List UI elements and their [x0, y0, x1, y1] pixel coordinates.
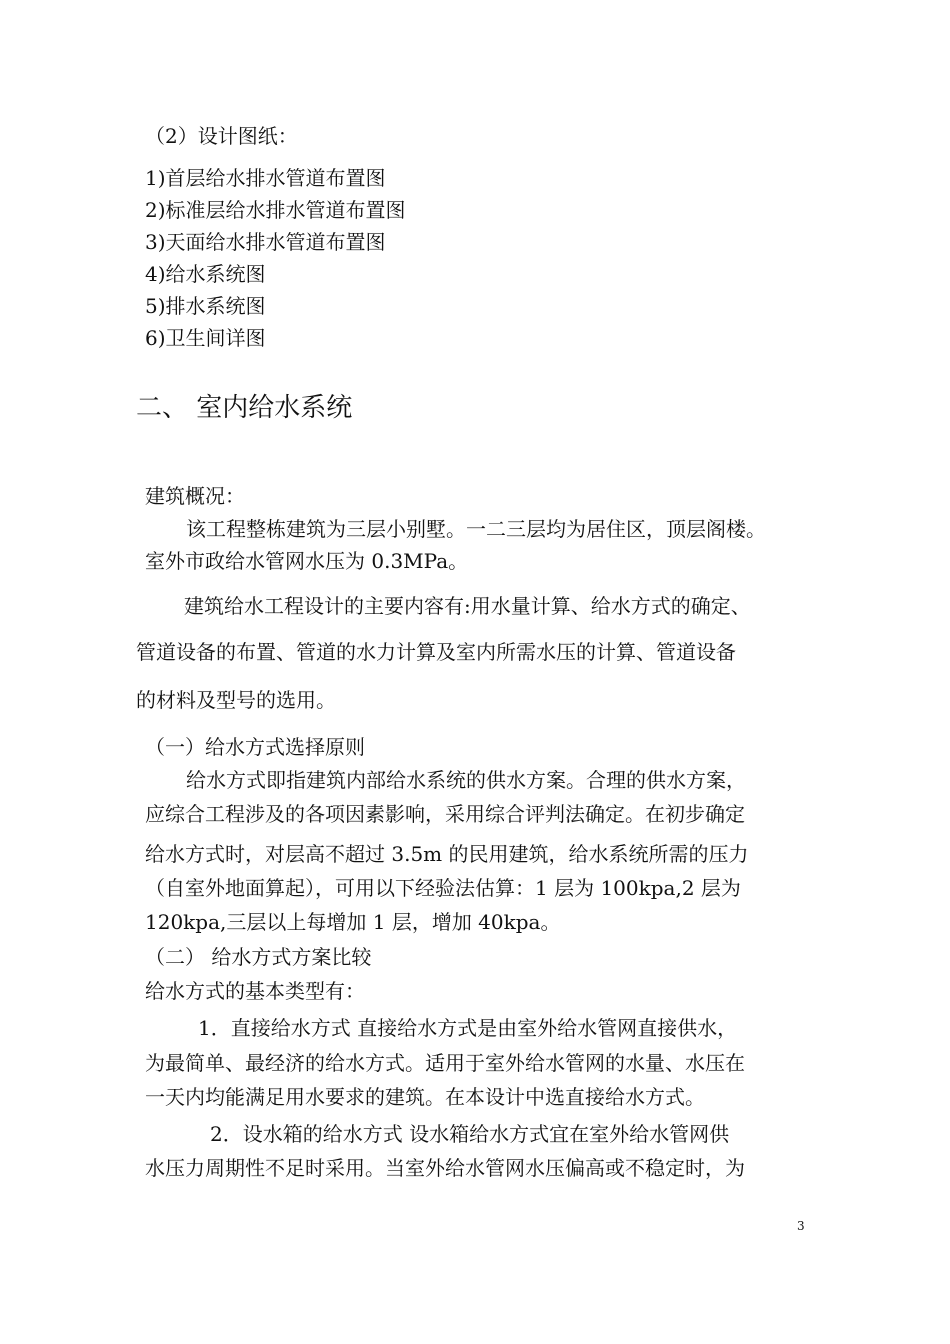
- item1-line-3: 一天内均能满足用水要求的建筑。在本设计中选直接给水方式。: [145, 1085, 705, 1109]
- principles-line-4: （自室外地面算起），可用以下经验法估算：1 层为 100kpa,2 层为: [145, 876, 741, 900]
- overview-label: 建筑概况：: [145, 484, 245, 508]
- drawing-item-5: 5)排水系统图: [145, 294, 266, 318]
- overview-line-1: 该工程整栋建筑为三层小别墅。一二三层均为居住区，顶层阁楼。: [186, 517, 766, 541]
- item1-line-1: 1．直接给水方式 直接给水方式是由室外给水管网直接供水，: [198, 1016, 738, 1040]
- principles-line-1: 给水方式即指建筑内部给水系统的供水方案。合理的供水方案，: [186, 768, 746, 792]
- overview-line-2: 室外市政给水管网水压为 0.3MPa。: [145, 549, 469, 573]
- comparison-intro: 给水方式的基本类型有：: [145, 979, 365, 1003]
- content-line-2: 管道设备的布置、管道的水力计算及室内所需水压的计算、管道设备: [136, 640, 736, 664]
- principles-heading: （一）给水方式选择原则: [145, 735, 365, 759]
- drawing-item-6: 6)卫生间详图: [145, 326, 266, 350]
- design-drawings-heading: （2）设计图纸：: [145, 124, 298, 148]
- item1-line-2: 为最简单、最经济的给水方式。适用于室外给水管网的水量、水压在: [145, 1051, 745, 1075]
- section-heading: 二、 室内给水系统: [136, 393, 353, 423]
- comparison-heading: （二） 给水方式方案比较: [145, 945, 372, 969]
- item2-line-1: 2．设水箱的给水方式 设水箱给水方式宜在室外给水管网供: [210, 1122, 730, 1146]
- content-line-1: 建筑给水工程设计的主要内容有:用水量计算、给水方式的确定、: [184, 594, 751, 618]
- principles-line-3: 给水方式时，对层高不超过 3.5m 的民用建筑，给水系统所需的压力: [145, 842, 749, 866]
- content-line-3: 的材料及型号的选用。: [136, 688, 336, 712]
- item2-line-2: 水压力周期性不足时采用。当室外给水管网水压偏高或不稳定时，为: [145, 1156, 745, 1180]
- drawing-item-3: 3)天面给水排水管道布置图: [145, 230, 386, 254]
- principles-line-5: 120kpa,三层以上每增加 1 层，增加 40kpa。: [145, 910, 561, 934]
- drawing-item-4: 4)给水系统图: [145, 262, 266, 286]
- drawing-item-1: 1)首层给水排水管道布置图: [145, 166, 386, 190]
- drawing-item-2: 2)标准层给水排水管道布置图: [145, 198, 406, 222]
- principles-line-2: 应综合工程涉及的各项因素影响，采用综合评判法确定。在初步确定: [145, 802, 745, 826]
- page-number: 3: [797, 1219, 805, 1233]
